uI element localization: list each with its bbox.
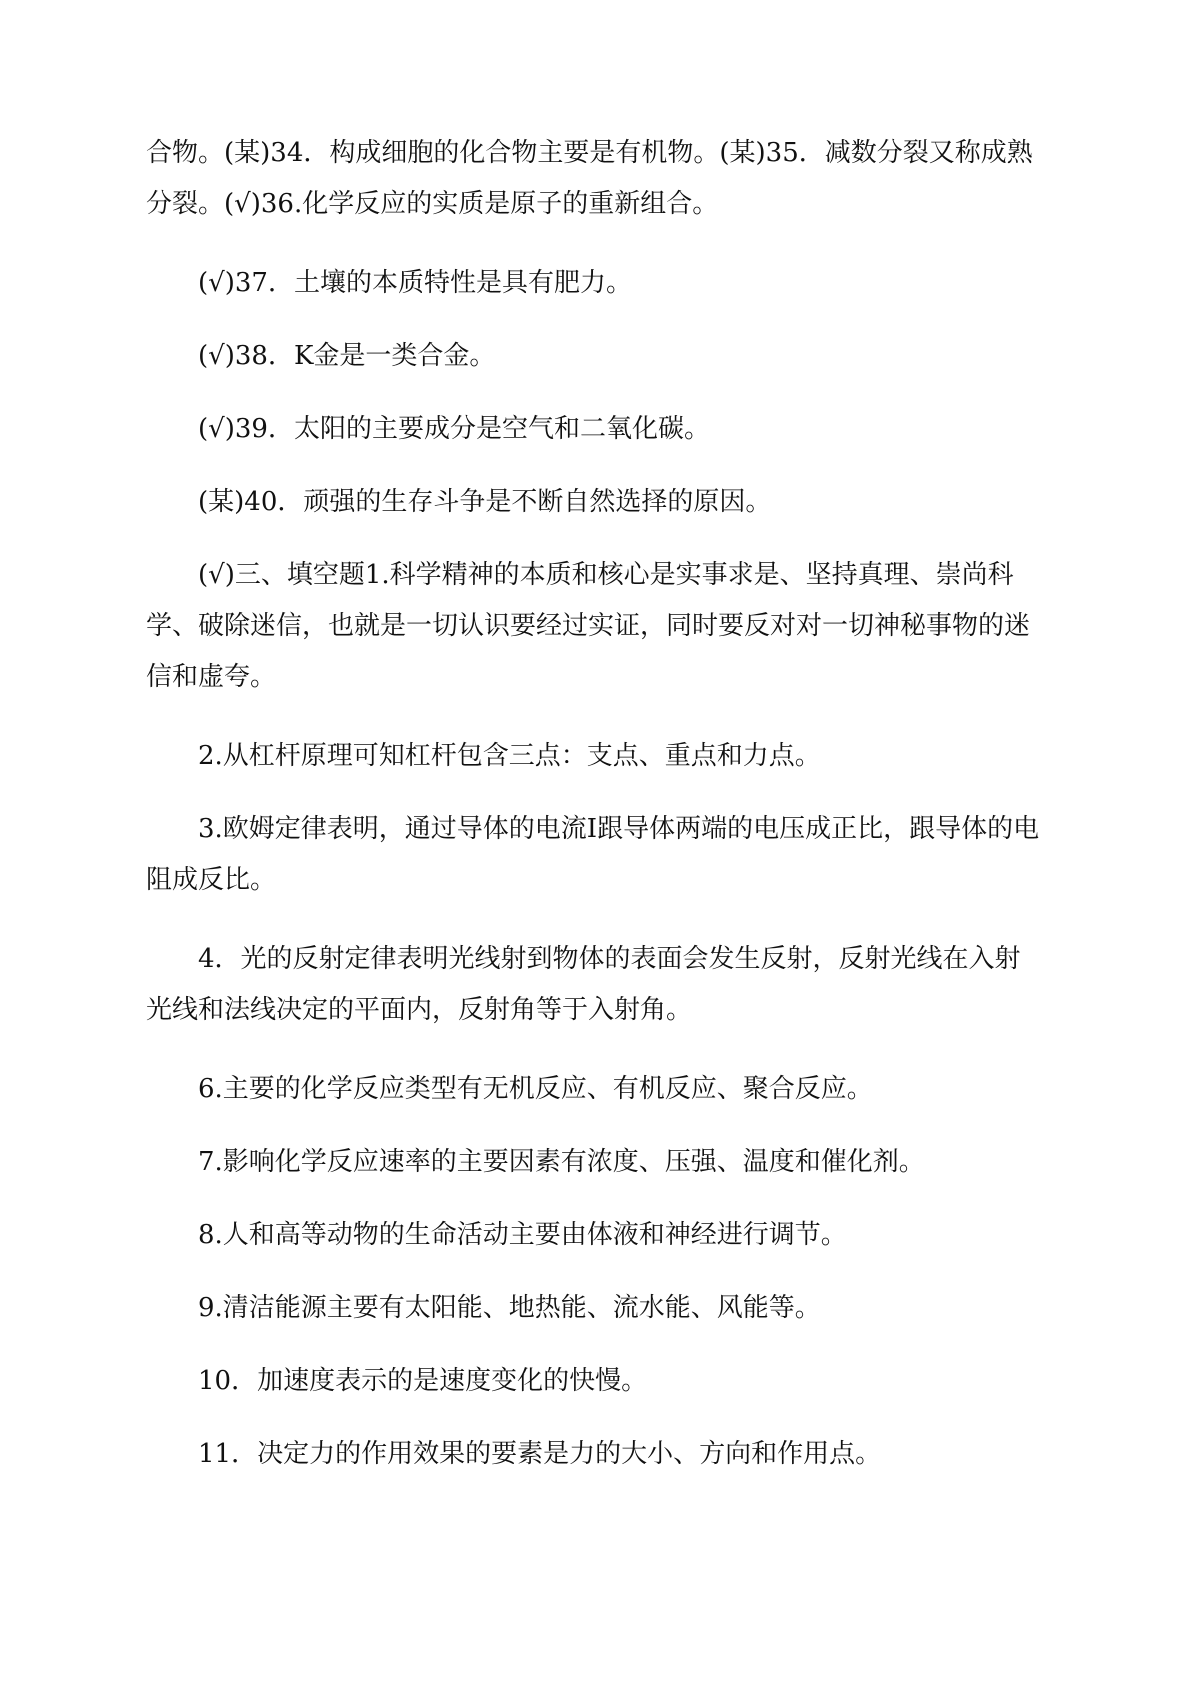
paragraph-4: (√)39．太阳的主要成分是空气和二氧化碳。	[198, 414, 710, 444]
paragraph-7: 2.从杠杆原理可知杠杆包含三点：支点、重点和力点。	[198, 741, 821, 771]
document-body	[146, 128, 1046, 1502]
paragraph-8: 3.欧姆定律表明，通过导体的电流I跟导体两端的电压成正比，跟导体的电阻成反比。	[146, 814, 1040, 895]
paragraph-11: 7.影响化学反应速率的主要因素有浓度、压强、温度和催化剂。	[198, 1147, 925, 1177]
paragraph-14: 10．加速度表示的是速度变化的快慢。	[198, 1366, 648, 1396]
paragraph-13: 9.清洁能源主要有太阳能、地热能、流水能、风能等。	[198, 1293, 821, 1323]
paragraph-3: (√)38．K金是一类合金。	[198, 341, 496, 371]
paragraph-12: 8.人和高等动物的生命活动主要由体液和神经进行调节。	[198, 1220, 847, 1250]
paragraph-2: (√)37．土壤的本质特性是具有肥力。	[198, 268, 632, 298]
paragraph-10: 6.主要的化学反应类型有无机反应、有机反应、聚合反应。	[198, 1074, 873, 1104]
paragraph-15: 11．决定力的作用效果的要素是力的大小、方向和作用点。	[198, 1439, 882, 1469]
paragraph-9: 4．光的反射定律表明光线射到物体的表面会发生反射，反射光线在入射光线和法线决定的平面内，反射角等于入射角。	[146, 944, 1021, 1025]
paragraph-6: (√)三、填空题1.科学精神的本质和核心是实事求是、坚持真理、崇尚科学、破除迷信，也就是一切认识要经过实证，同时要反对对一切神秘事物的迷信和虚夸。	[146, 560, 1031, 692]
paragraph-1: 合物。(某)34．构成细胞的化合物主要是有机物。(某)35．减数分裂又称成熟分裂。(√)36.化学反应的实质是原子的重新组合。	[146, 138, 1033, 219]
paragraph-5: (某)40．顽强的生存斗争是不断自然选择的原因。	[198, 487, 772, 517]
